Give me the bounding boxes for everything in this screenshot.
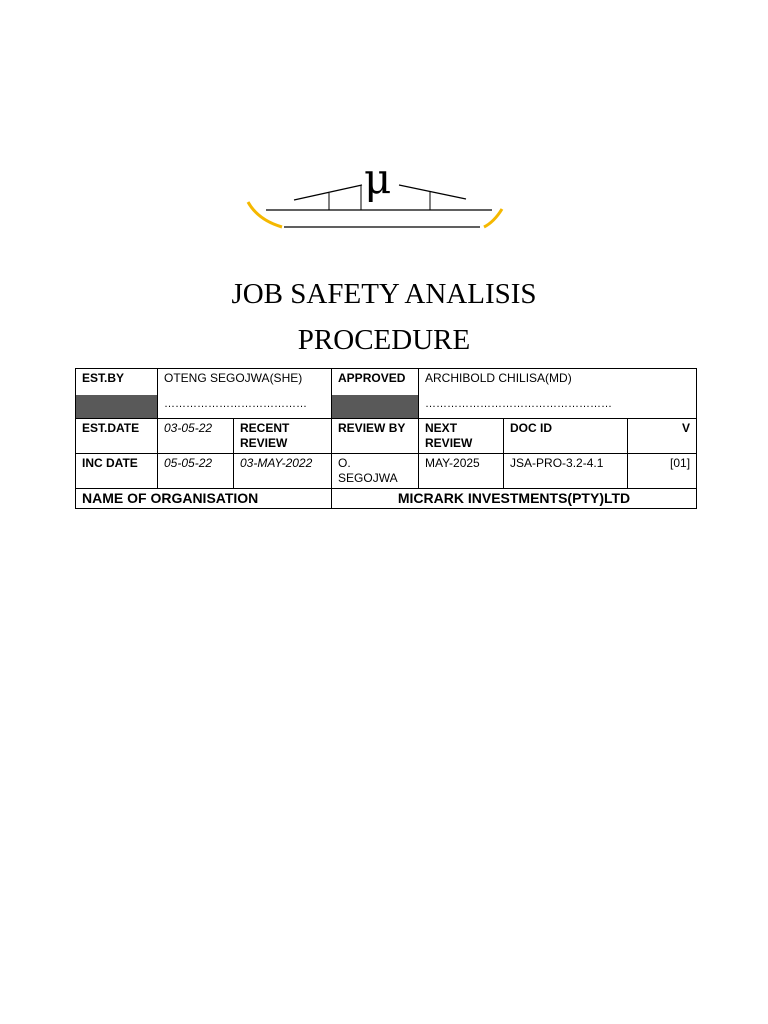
est-date-value: 03-05-22 — [158, 419, 234, 454]
inc-date-value: 05-05-22 — [158, 454, 234, 489]
est-date-row — [76, 419, 697, 454]
est-date-label: EST.DATE — [76, 419, 158, 454]
doc-id-label: DOC ID — [504, 419, 628, 454]
next-review-value: MAY-2025 — [419, 454, 504, 489]
approved-label: APPROVED — [332, 369, 419, 395]
recent-review-label: RECENT REVIEW — [234, 419, 332, 454]
organisation-label: NAME OF ORGANISATION — [76, 489, 332, 509]
document-subtitle: PROCEDURE — [297, 324, 471, 356]
review-by-value: O. SEGOJWA — [332, 454, 419, 489]
est-by-shade — [76, 395, 158, 419]
est-by-row — [76, 369, 697, 395]
inc-date-row — [76, 454, 697, 489]
inc-date-label: INC DATE — [76, 454, 158, 489]
recent-review-value: 03-MAY-2022 — [234, 454, 332, 489]
est-by-value: OTENG SEGOJWA(SHE) — [158, 369, 332, 395]
approved-value: ARCHIBOLD CHILISA(MD) — [419, 369, 697, 395]
document-title: JOB SAFETY ANALISIS — [231, 278, 537, 310]
signature-row — [76, 395, 697, 419]
document-control-table — [75, 368, 697, 509]
est-by-label: EST.BY — [76, 369, 158, 395]
doc-id-value: JSA-PRO-3.2-4.1 — [504, 454, 628, 489]
approved-signature-line: …………………………………………… — [419, 395, 697, 419]
organisation-row — [76, 489, 697, 509]
logo-mu-symbol: μ — [364, 154, 392, 203]
version-label: V — [628, 419, 697, 454]
next-review-label: NEXT REVIEW — [419, 419, 504, 454]
est-by-signature-line: ………………………………… — [158, 395, 332, 419]
organisation-value: MICRARK INVESTMENTS(PTY)LTD — [332, 489, 697, 509]
version-value: [01] — [628, 454, 697, 489]
approved-shade — [332, 395, 419, 419]
review-by-label: REVIEW BY — [332, 419, 419, 454]
